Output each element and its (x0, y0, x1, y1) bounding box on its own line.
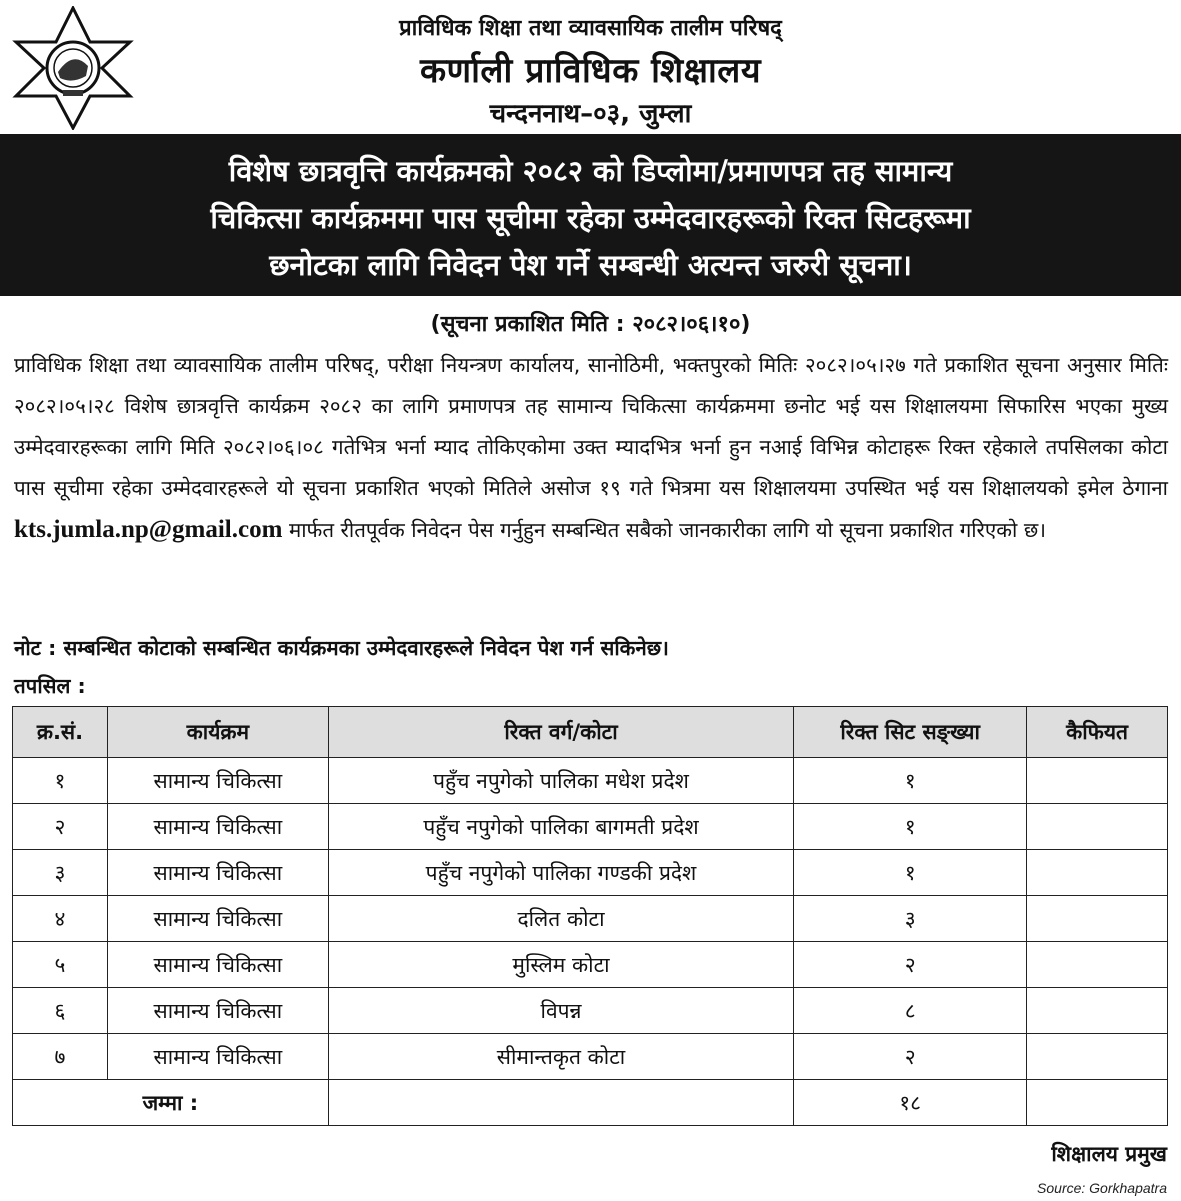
school-name: कर्णाली प्राविधिक शिक्षालय (419, 51, 762, 91)
school-address: चन्दननाथ–०३, जुम्ला (489, 99, 692, 129)
signature-title: शिक्षालय प्रमुख (1051, 1142, 1167, 1166)
table-row (13, 850, 1168, 896)
cell-remarks (1027, 758, 1168, 804)
cell-serial: ४ (13, 896, 108, 942)
header (0, 0, 1181, 134)
cell-program: सामान्य चिकित्सा (107, 804, 328, 850)
total-empty-cell (328, 1080, 794, 1126)
email-address[interactable]: kts.jumla.np@gmail.com (14, 516, 283, 543)
cell-program: सामान्य चिकित्सा (107, 850, 328, 896)
table-row (13, 942, 1168, 988)
cell-serial: २ (13, 804, 108, 850)
cell-remarks (1027, 988, 1168, 1034)
cell-program: सामान्य चिकित्सा (107, 942, 328, 988)
cell-quota: मुस्लिम कोटा (328, 942, 794, 988)
header-program: कार्यक्रम (107, 707, 328, 758)
cell-serial: ५ (13, 942, 108, 988)
cell-quota: दलित कोटा (328, 896, 794, 942)
total-seat-count: १८ (794, 1080, 1027, 1126)
cell-seat-count: २ (794, 942, 1027, 988)
note: नोट : सम्बन्धित कोटाको सम्बन्धित कार्यक्रमका उम्मेदवारहरूले निवेदन पेश गर्न सकिनेछ। (14, 636, 669, 660)
total-remarks (1027, 1080, 1168, 1126)
body-text-end: मार्फत रीतपूर्वक निवेदन पेस गर्नुहुन सम्बन्धित सबैको जानकारीका लागि यो सूचना प्रकाशित गरिएको छ। (288, 518, 1046, 542)
cell-quota: पहुँच नपुगेको पालिका गण्डकी प्रदेश (328, 850, 794, 896)
table-row (13, 804, 1168, 850)
table-row (13, 896, 1168, 942)
table-row (13, 988, 1168, 1034)
title-banner (0, 134, 1181, 296)
table-row (13, 1034, 1168, 1080)
cell-remarks (1027, 896, 1168, 942)
cell-quota: विपन्न (328, 988, 794, 1034)
cell-quota: पहुँच नपुगेको पालिका बागमती प्रदेश (328, 804, 794, 850)
header-serial: क्र.सं. (13, 707, 108, 758)
cell-seat-count: २ (794, 1034, 1027, 1080)
cell-seat-count: १ (794, 758, 1027, 804)
cell-serial: १ (13, 758, 108, 804)
cell-program: सामान्य चिकित्सा (107, 988, 328, 1034)
cell-program: सामान्य चिकित्सा (107, 758, 328, 804)
cell-remarks (1027, 942, 1168, 988)
table-total-row (13, 1080, 1168, 1126)
banner-line-1: विशेष छात्रवृत्ति कार्यक्रमको २०८२ को डिप्लोमा/प्रमाणपत्र तह सामान्य (228, 154, 953, 188)
vacant-seats-table (12, 706, 1168, 1126)
cell-quota: सीमान्तकृत कोटा (328, 1034, 794, 1080)
header-remarks: कैफियत (1027, 707, 1168, 758)
banner-line-2: चिकित्सा कार्यक्रममा पास सूचीमा रहेका उम्मेदवारहरूको रिक्त सिटहरूमा (210, 201, 971, 235)
cell-remarks (1027, 850, 1168, 896)
cell-serial: ७ (13, 1034, 108, 1080)
cell-seat-count: ३ (794, 896, 1027, 942)
cell-remarks (1027, 1034, 1168, 1080)
cell-seat-count: ८ (794, 988, 1027, 1034)
cell-program: सामान्य चिकित्सा (107, 896, 328, 942)
cell-seat-count: १ (794, 804, 1027, 850)
cell-remarks (1027, 804, 1168, 850)
cell-program: सामान्य चिकित्सा (107, 1034, 328, 1080)
details-heading: तपसिल : (14, 674, 86, 698)
cell-serial: ६ (13, 988, 108, 1034)
notice-body (14, 345, 1168, 551)
header-quota: रिक्त वर्ग/कोटा (328, 707, 794, 758)
cell-quota: पहुँच नपुगेको पालिका मधेश प्रदेश (328, 758, 794, 804)
body-text-start: प्राविधिक शिक्षा तथा व्यावसायिक तालीम परिषद्, परीक्षा नियन्त्रण कार्यालय, सानोठिमी, भक्तपुरको मितिः २०८२।०५।२७ गते प्रकाशित सूचना अनुसार मितिः २०८२।०५।२८ विशेष छात्रवृत्ति कार्यक्रम २०८२ का लागि प्रमाणपत्र तह सामान्य चिकित्सा कार्यक्रममा छनोट भई यस शिक्षालयमा सिफारिस भएका मुख्य उम्मेदवारहरूका लागि मिति २०८२।०६।०८ गतेभित्र भर्ना म्याद तोकिएकोमा उक्त म्यादभित्र भर्ना हुन नआई विभिन्न कोटाहरू रिक्त रहेकाले तपसिलका कोटा पास सूचीमा रहेका उम्मेदवारहरूले यो सूचना प्रकाशित भएको मितिले असोज १९ गते भित्रमा यस शिक्षालयमा उपस्थित भई यस शिक्षालयको इमेल ठेगाना (14, 353, 1168, 500)
header-seat-count: रिक्त सिट सङ्ख्या (794, 707, 1027, 758)
cell-serial: ३ (13, 850, 108, 896)
banner-line-3: छनोटका लागि निवेदन पेश गर्ने सम्बन्धी अत्यन्त जरुरी सूचना। (269, 248, 912, 282)
council-name: प्राविधिक शिक्षा तथा व्यावसायिक तालीम परिषद् (399, 16, 782, 41)
publication-date: (सूचना प्रकाशित मिति : २०८२।०६।१०) (430, 312, 751, 337)
cell-seat-count: १ (794, 850, 1027, 896)
table-header-row (13, 707, 1168, 758)
source-credit: Source: Gorkhapatra (1037, 1180, 1167, 1196)
total-label: जम्मा : (13, 1080, 329, 1126)
table-row (13, 758, 1168, 804)
